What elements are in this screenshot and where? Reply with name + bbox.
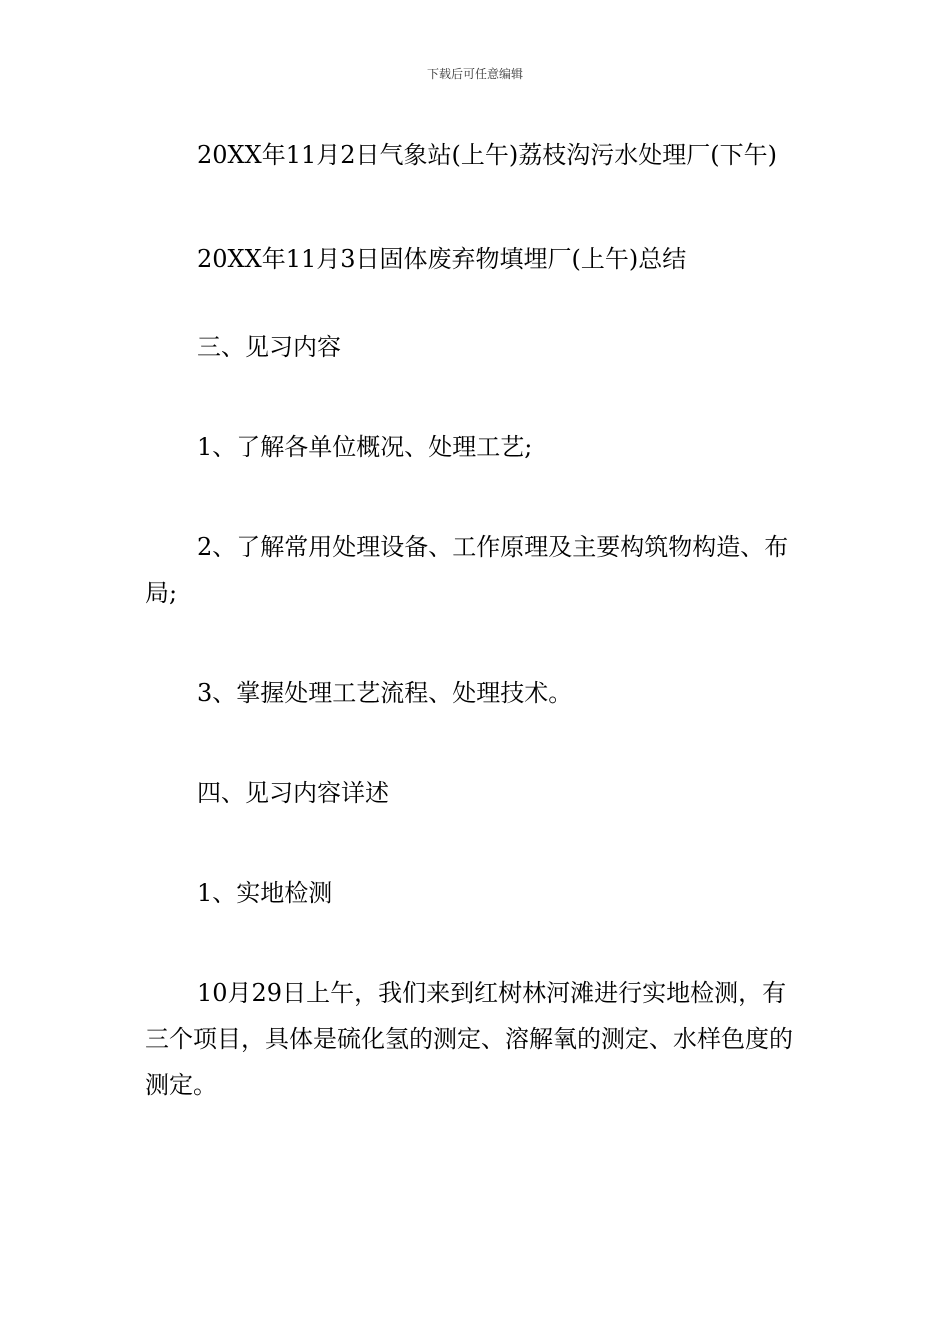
document-body xyxy=(145,132,807,1108)
details-item-1: 1、实地检测 xyxy=(197,879,333,907)
section-heading-details: 四、见习内容详述 xyxy=(197,779,389,807)
details-paragraph: 10月29日上午，我们来到红树林河滩进行实地检测，有三个项目，具体是硫化氢的测定、溶解氧的测定、水样色度的测定。 xyxy=(145,979,793,1099)
content-item-2: 2、了解常用处理设备、工作原理及主要构筑物构造、布局; xyxy=(145,533,789,607)
header-note: 下载后可任意编辑 xyxy=(426,67,523,81)
schedule-nov-3: 20XX年11月3日固体废弃物填埋厂(上午)总结 xyxy=(197,245,687,273)
content-item-1: 1、了解各单位概况、处理工艺; xyxy=(197,433,533,461)
section-heading-content: 三、见习内容 xyxy=(197,333,341,361)
schedule-nov-2: 20XX年11月2日气象站(上午)荔枝沟污水处理厂(下午) xyxy=(197,141,777,169)
content-item-3: 3、掌握处理工艺流程、处理技术。 xyxy=(197,679,573,707)
